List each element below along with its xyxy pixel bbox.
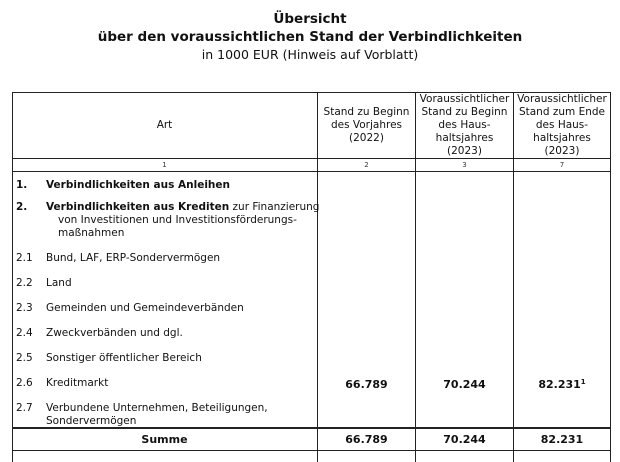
row-number: 2.3 <box>16 302 33 314</box>
row-label: Zweckverbänden und dgl. <box>46 327 183 339</box>
row-label-line: Sondervermögen <box>46 415 137 427</box>
row-number: 2. <box>16 201 28 213</box>
col2-line: (2022) <box>349 131 384 144</box>
value-cell: 66.789 <box>345 378 388 391</box>
column-number: 2 <box>364 161 369 169</box>
total-value: 66.789 <box>345 433 388 446</box>
column-number: 3 <box>462 161 467 169</box>
row-label-line: maßnahmen <box>58 227 125 239</box>
column-number: 1 <box>162 161 167 169</box>
row-label: Kreditmarkt <box>46 377 109 389</box>
column-number: 7 <box>559 161 565 169</box>
value-text: 82.231 <box>538 378 581 391</box>
row-number: 2.6 <box>16 377 33 389</box>
col2-line: Stand zu Beginn <box>323 105 410 118</box>
col2-line: des Vorjahres <box>330 118 403 131</box>
row-label-rest: zur Finanzierung <box>232 201 320 213</box>
total-value: 82.231 <box>540 433 584 446</box>
row-number: 2.2 <box>16 277 33 289</box>
col3-line: (2023) <box>447 144 482 157</box>
col3-line: Voraussichtlicher <box>419 92 510 105</box>
row-label-line: von Investitionen und Investitionsförderungs- <box>58 214 297 226</box>
col3-line: haltsjahres <box>435 131 494 144</box>
row-number: 2.4 <box>16 327 33 339</box>
row-number: 2.7 <box>16 402 33 414</box>
col4-line: haltsjahres <box>533 131 591 144</box>
column-heading-3 <box>416 92 513 158</box>
column-heading-art <box>12 92 317 158</box>
row-number: 2.1 <box>16 252 33 264</box>
col4-line: Voraussichtlicher <box>517 92 607 105</box>
row-number: 2.5 <box>16 352 33 364</box>
total-value: 70.244 <box>443 433 486 446</box>
row-label-bold: Verbindlichkeiten aus Krediten <box>46 201 230 213</box>
unit-note: in 1000 EUR (Hinweis auf Vorblatt) <box>201 47 419 62</box>
row-number: 1. <box>16 179 28 191</box>
col3-line: des Haus- <box>438 118 491 131</box>
col4-line: des Haus- <box>535 118 589 131</box>
row-label: Gemeinden und Gemeindeverbänden <box>46 302 244 314</box>
page-subtitle: über den voraussichtlichen Stand der Verbindlichkeiten <box>97 29 523 45</box>
page-title: Übersicht <box>273 11 347 27</box>
value-cell <box>514 378 610 391</box>
table-border-bottom <box>12 450 611 451</box>
liabilities-table <box>12 92 611 462</box>
row-label: Land <box>46 277 72 289</box>
col4-line: Stand zum Ende <box>518 105 605 118</box>
column-heading-2 <box>318 92 415 158</box>
total-label: Summe <box>141 433 188 446</box>
col3-line: Stand zu Beginn <box>421 105 508 118</box>
col4-line: (2023) <box>544 144 580 157</box>
row-label: Verbundene Unternehmen, Beteiligungen, <box>46 402 268 414</box>
row-label: Sonstiger öffentlicher Bereich <box>46 352 202 364</box>
value-cell: 70.244 <box>443 378 486 391</box>
column-heading-art-text: Art <box>156 118 173 131</box>
row-label: Bund, LAF, ERP-Sondervermögen <box>46 252 221 264</box>
col-border-right <box>610 92 611 462</box>
column-heading-4 <box>514 92 610 158</box>
colnum-divider <box>12 171 611 172</box>
footnote-marker: 1 <box>580 378 586 386</box>
row-label: Verbindlichkeiten aus Anleihen <box>46 179 231 191</box>
